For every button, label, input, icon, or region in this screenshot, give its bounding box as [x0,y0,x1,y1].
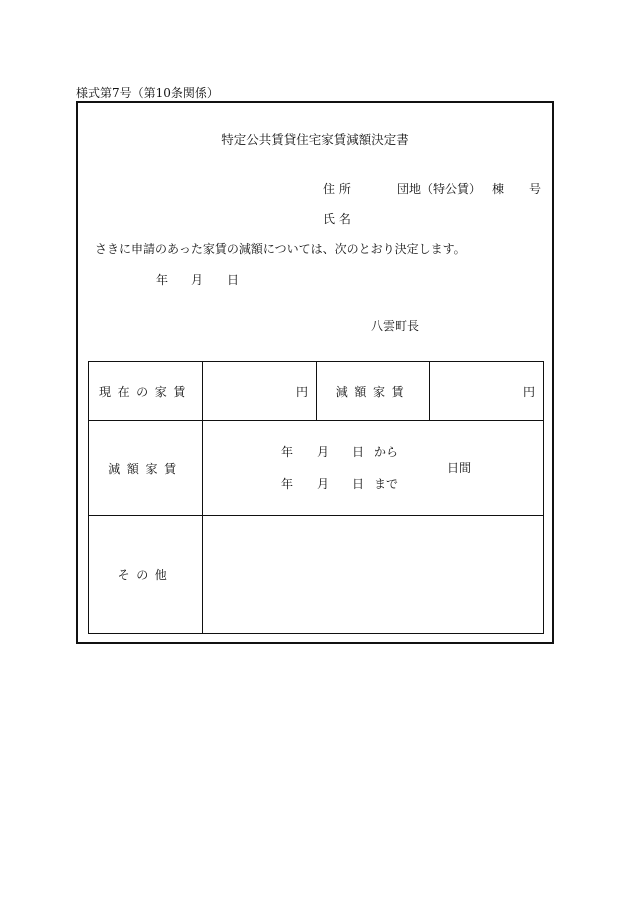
reduced-rent-label: 減額家賃 [317,362,430,421]
rent-reduction-table [88,361,544,634]
address-building: 棟 [492,182,505,196]
period-to-day: 日 [352,477,365,491]
period-from-suffix: から [374,445,399,459]
other-label: その他 [89,516,203,634]
address-complex: 団地（特公賃） [397,182,482,196]
period-to-suffix: まで [374,477,399,491]
period-to-year: 年 [281,477,294,491]
issuer-name: 八雲町長 [371,319,420,333]
period-to-month: 月 [317,477,330,491]
period-from-year: 年 [281,445,294,459]
date-month: 月 [191,273,204,287]
date-year: 年 [156,273,169,287]
name-label: 氏 名 [323,212,351,226]
period-days: 日間 [447,461,472,475]
address-label: 住 所 [323,182,351,196]
reduction-period-cell [203,421,544,516]
period-from-month: 月 [317,445,330,459]
current-rent-label: 現在の家賃 [89,362,203,421]
reduced-rent-value-cell [430,362,544,421]
reduction-period-label: 減額家賃 [89,421,203,516]
reduced-rent-yen: 円 [522,384,535,399]
date-day: 日 [227,273,240,287]
form-number-label: 様式第7号（第10条関係） [76,86,219,100]
current-rent-value-cell [203,362,317,421]
decision-statement: さきに申請のあった家賃の減額については、次のとおり決定します。 [95,242,466,256]
document-title: 特定公共賃貸住宅家賃減額決定書 [221,132,409,147]
other-value-cell [203,516,544,634]
period-from-day: 日 [352,445,365,459]
address-number: 号 [529,182,542,196]
current-rent-yen: 円 [295,384,308,399]
